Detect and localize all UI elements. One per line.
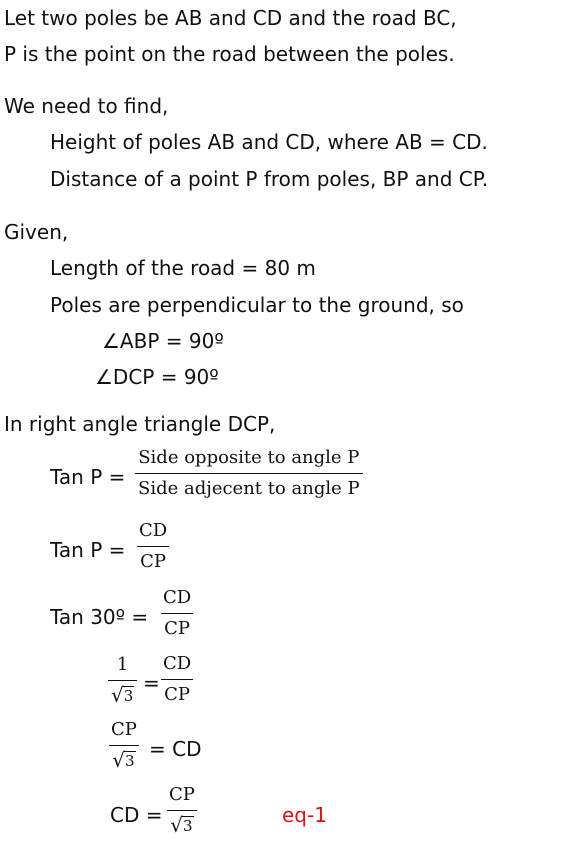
given-item-2: Poles are perpendicular to the ground, so bbox=[50, 293, 464, 317]
eq4-right-fraction bbox=[160, 653, 194, 706]
eq-1-label: eq-1 bbox=[282, 803, 327, 827]
given-item-1: Length of the road = 80 m bbox=[50, 256, 316, 280]
eq6-denominator bbox=[167, 810, 196, 838]
eq4-equals: = bbox=[143, 671, 160, 695]
eq3-numerator: CD bbox=[163, 587, 192, 608]
eq1-denominator: Side adjecent to angle P bbox=[135, 473, 363, 500]
eq3-fraction bbox=[160, 587, 194, 640]
eq5-rhs: = CD bbox=[149, 737, 202, 761]
eq2-numerator: CD bbox=[139, 520, 168, 541]
given-heading: Given, bbox=[4, 220, 69, 244]
eq4-left-numerator: 1 bbox=[116, 654, 129, 675]
intro-line-2: P is the point on the road between the poles. bbox=[4, 42, 455, 66]
need-item-2: Distance of a point P from poles, BP and CP. bbox=[50, 167, 489, 191]
given-angle-dcp: ∠DCP = 90º bbox=[95, 365, 219, 389]
eq6-numerator: CP bbox=[169, 784, 195, 805]
eq4-left-fraction bbox=[108, 654, 137, 708]
need-item-1: Height of poles AB and CD, where AB = CD. bbox=[50, 130, 488, 154]
eq3-denominator: CP bbox=[161, 613, 193, 640]
intro-line-1: Let two poles be AB and CD and the road BC, bbox=[4, 6, 457, 30]
eq5-fraction bbox=[108, 719, 140, 773]
sqrt-symbol: √ 3 bbox=[111, 683, 134, 707]
eq1-lhs: Tan P = bbox=[50, 465, 126, 489]
eq6-lhs: CD = bbox=[110, 803, 163, 827]
eq5-denominator bbox=[109, 745, 138, 773]
eq2-denominator: CP bbox=[137, 546, 169, 573]
eq5-numerator: CP bbox=[111, 719, 137, 740]
eq1-numerator: Side opposite to angle P bbox=[138, 447, 360, 468]
given-angle-abp: ∠ABP = 90º bbox=[102, 329, 224, 353]
sqrt-symbol: √ 3 bbox=[170, 813, 193, 837]
eq4-denominator: CP bbox=[161, 679, 193, 706]
triangle-heading: In right angle triangle DCP, bbox=[4, 412, 276, 436]
eq2-fraction bbox=[136, 520, 170, 573]
eq4-left-denominator bbox=[108, 680, 137, 708]
eq4-numerator: CD bbox=[163, 653, 192, 674]
eq3-lhs: Tan 30º = bbox=[50, 605, 149, 629]
eq6-fraction bbox=[166, 784, 198, 838]
eq1-fraction bbox=[135, 447, 363, 500]
sqrt-symbol: √ 3 bbox=[112, 748, 135, 772]
need-heading: We need to find, bbox=[4, 94, 169, 118]
eq2-lhs: Tan P = bbox=[50, 538, 126, 562]
